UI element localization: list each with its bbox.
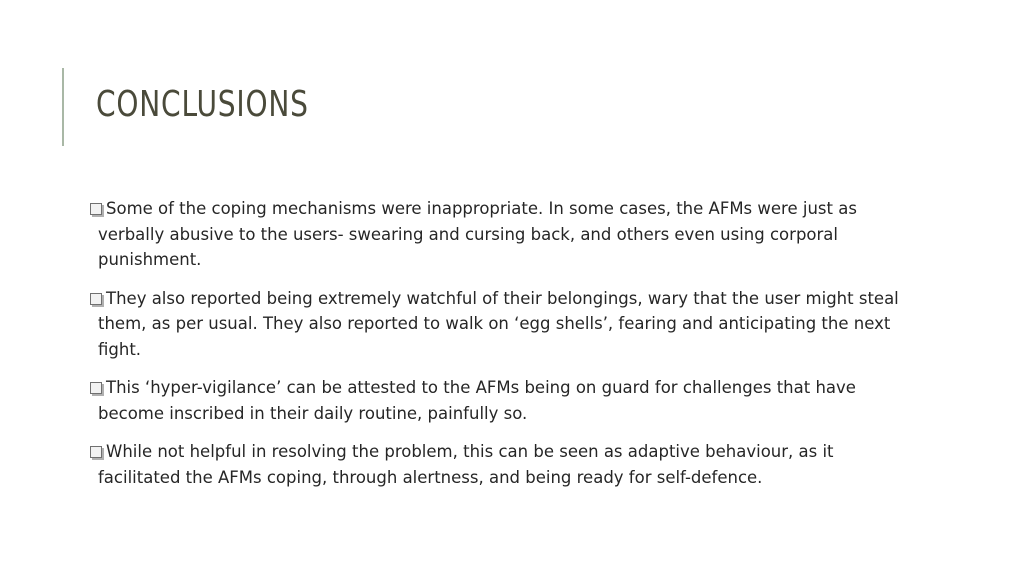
bullet-text: This ‘hyper-vigilance’ can be attested to the AFMs being on guard for challenges that have become inscribed in their daily routine, painfully so.	[98, 378, 856, 423]
slide-title: CONCLUSIONS	[96, 84, 309, 125]
bullet-item	[90, 375, 910, 426]
bullet-item	[90, 439, 910, 490]
hollow-square-bullet-icon	[90, 446, 102, 458]
bullet-item	[90, 196, 910, 273]
bullet-item	[90, 286, 910, 363]
title-accent-rule	[62, 68, 64, 146]
bullet-list	[90, 196, 910, 503]
hollow-square-bullet-icon	[90, 293, 102, 305]
bullet-text: Some of the coping mechanisms were inappropriate. In some cases, the AFMs were just as verbally abusive to the users- swearing and cursing back, and others even using corporal punishment.	[98, 199, 857, 269]
bullet-text: They also reported being extremely watchful of their belongings, wary that the user might steal them, as per usual. They also reported to walk on ‘egg shells’, fearing and anticipating the next fight.	[98, 288, 899, 359]
bullet-text: While not helpful in resolving the problem, this can be seen as adaptive behaviour, as it facilitated the AFMs coping, through alertness, and being ready for self-defence.	[98, 442, 834, 487]
hollow-square-bullet-icon	[90, 382, 102, 394]
hollow-square-bullet-icon	[90, 203, 102, 215]
